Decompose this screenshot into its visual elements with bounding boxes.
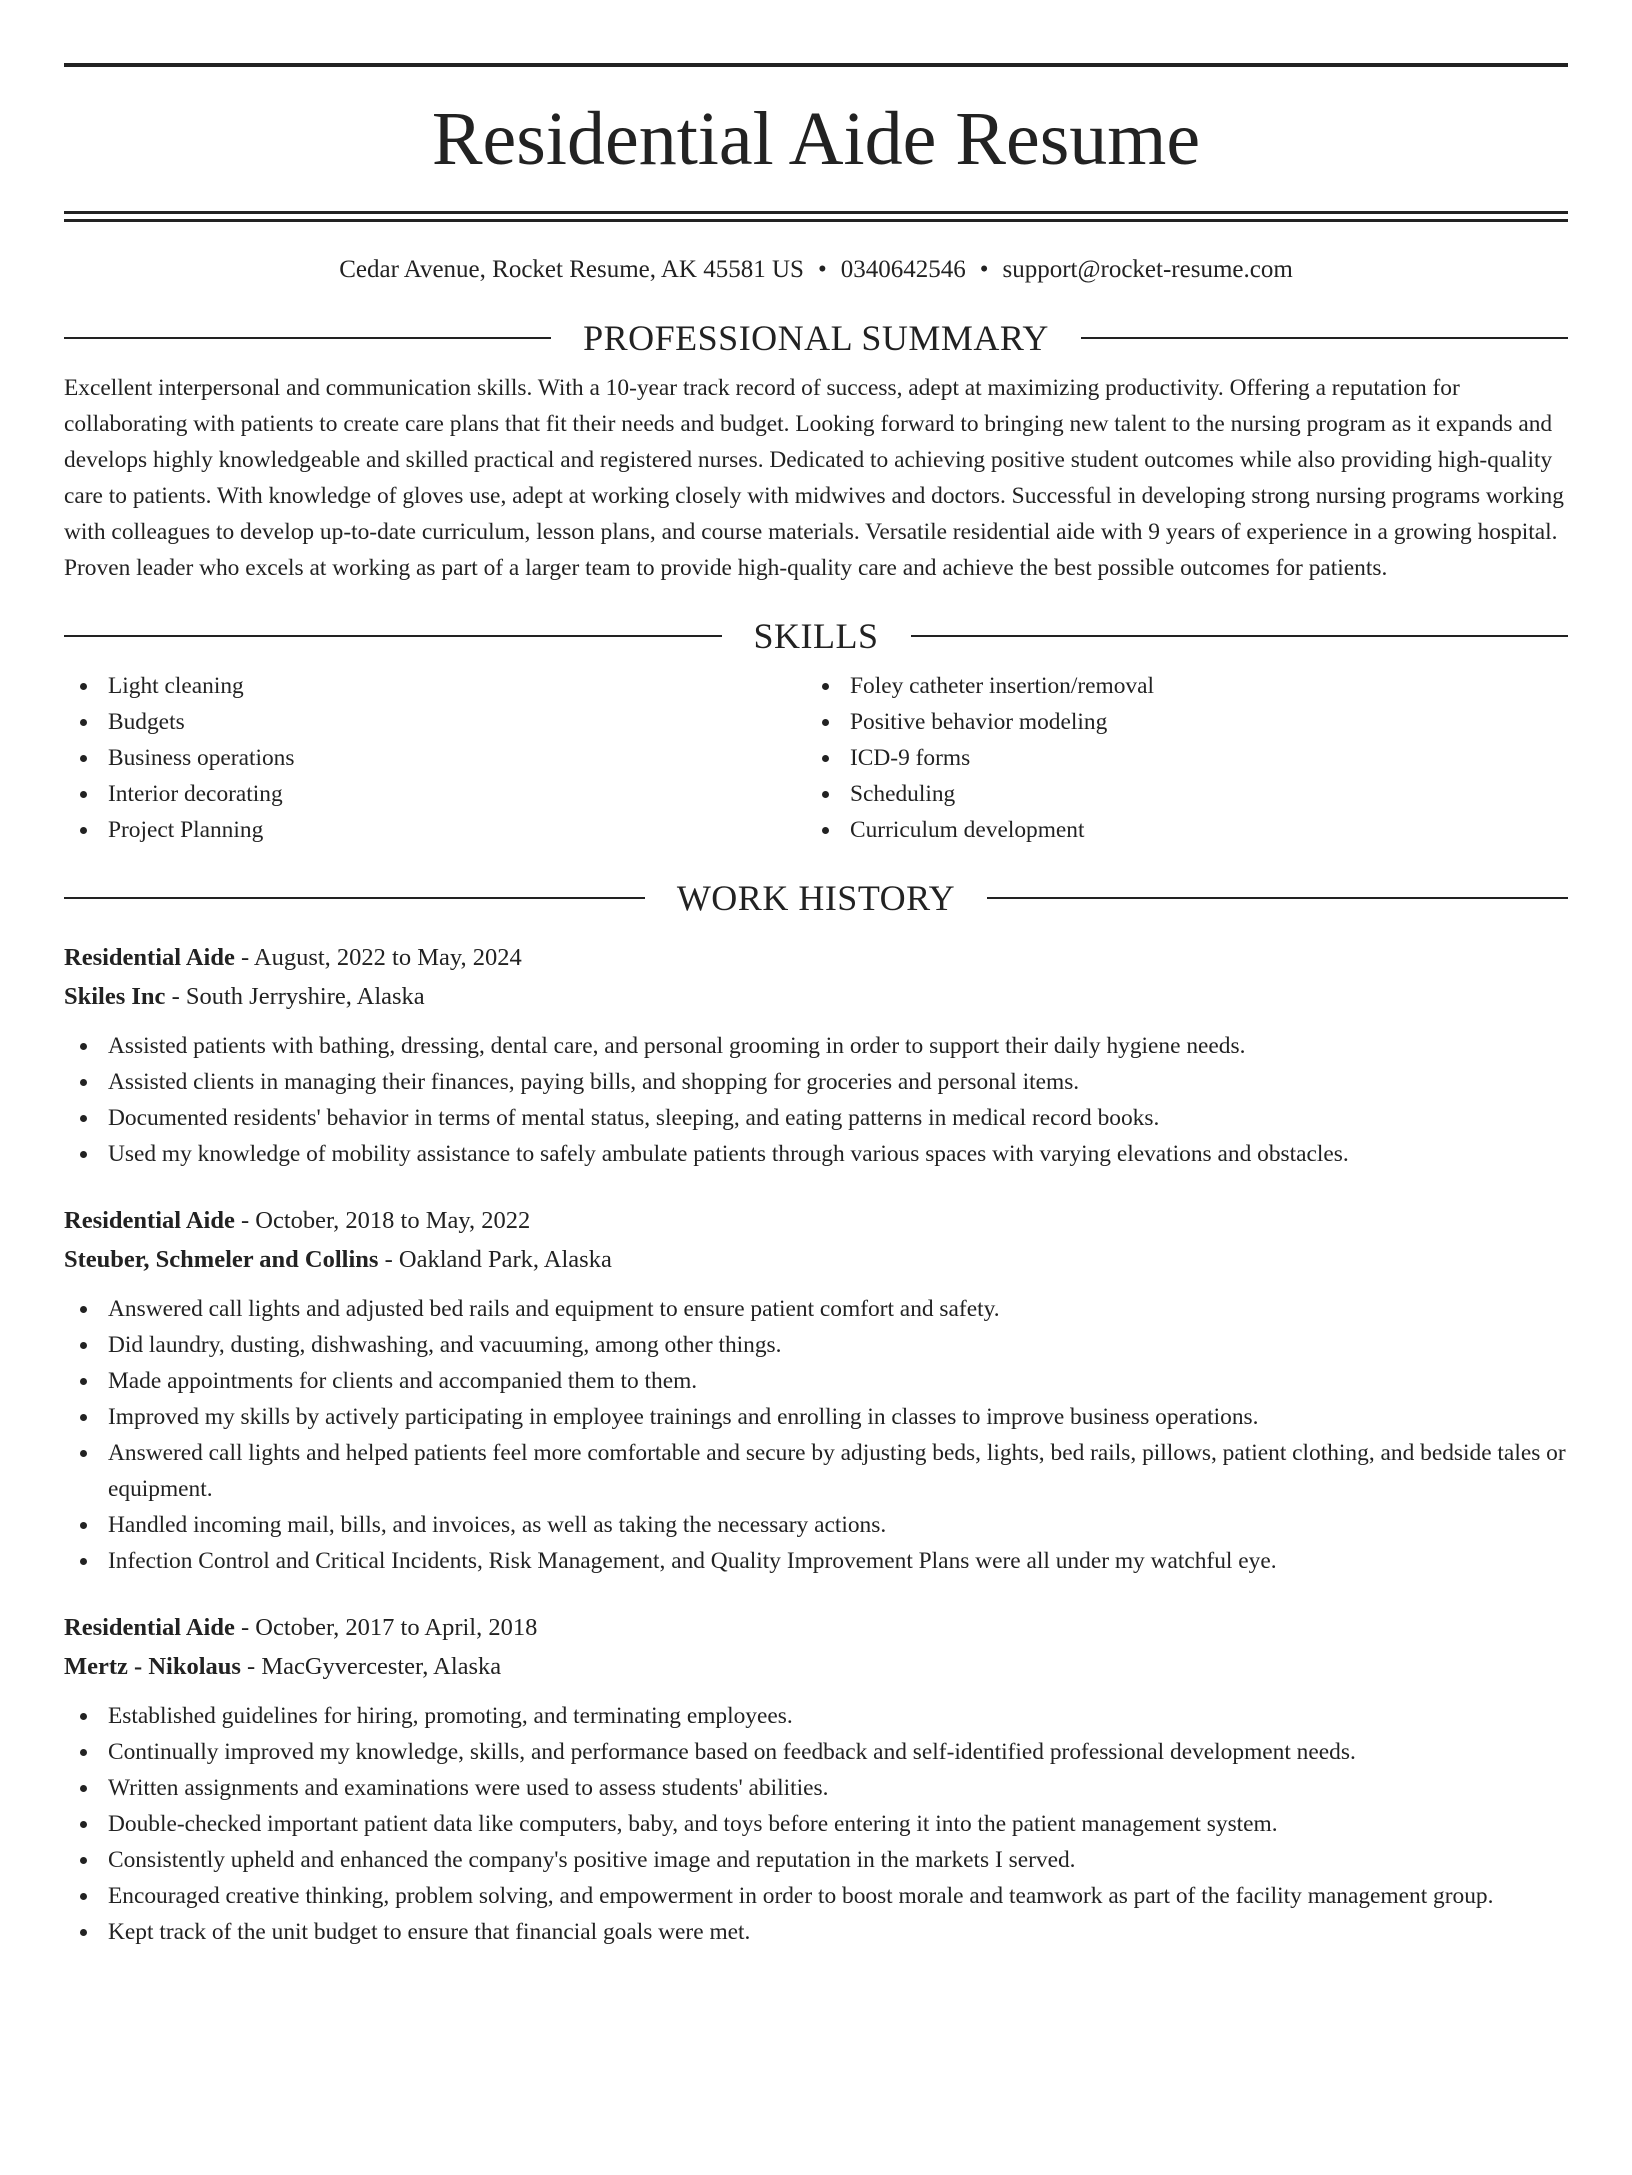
job-bullet: Consistently upheld and enhanced the company's positive image and reputation in the markets I served. bbox=[64, 1842, 1568, 1878]
skill-item: Business operations bbox=[64, 740, 806, 776]
heading-rule-right bbox=[1081, 337, 1568, 339]
job-bullet: Assisted clients in managing their finances, paying bills, and shopping for groceries and personal items. bbox=[64, 1064, 1568, 1100]
title-double-rule bbox=[64, 211, 1568, 222]
job-entry bbox=[64, 1608, 1568, 1950]
job-company-line bbox=[64, 977, 1568, 1016]
contact-line bbox=[64, 254, 1568, 286]
job-location: - South Jerryshire, Alaska bbox=[165, 983, 425, 1010]
job-bullet: Made appointments for clients and accompanied them to them. bbox=[64, 1363, 1568, 1399]
job-bullet: Established guidelines for hiring, promoting, and terminating employees. bbox=[64, 1698, 1568, 1734]
skill-item: Light cleaning bbox=[64, 668, 806, 704]
job-title: Residential Aide bbox=[64, 1614, 235, 1641]
job-bullet: Answered call lights and adjusted bed rails and equipment to ensure patient comfort and safety. bbox=[64, 1291, 1568, 1327]
skill-item: ICD-9 forms bbox=[806, 740, 1548, 776]
job-company: Steuber, Schmeler and Collins bbox=[64, 1246, 379, 1273]
job-bullet: Continually improved my knowledge, skills, and performance based on feedback and self-identified professional development needs. bbox=[64, 1734, 1568, 1770]
contact-separator: • bbox=[817, 256, 827, 283]
contact-phone: 0340642546 bbox=[840, 256, 966, 283]
job-bullet: Written assignments and examinations were used to assess students' abilities. bbox=[64, 1770, 1568, 1806]
skill-item: Interior decorating bbox=[64, 776, 806, 812]
job-bullet: Improved my skills by actively participating in employee trainings and enrolling in classes to improve business operations. bbox=[64, 1399, 1568, 1435]
job-bullet-list bbox=[64, 1028, 1568, 1172]
job-title: Residential Aide bbox=[64, 944, 235, 971]
job-location: - MacGyvercester, Alaska bbox=[240, 1653, 502, 1680]
job-title-line bbox=[64, 1201, 1568, 1240]
job-bullet: Documented residents' behavior in terms of mental status, sleeping, and eating patterns in medical record books. bbox=[64, 1100, 1568, 1136]
job-title-line bbox=[64, 938, 1568, 977]
skills-column-left bbox=[64, 668, 806, 848]
job-company-line bbox=[64, 1240, 1568, 1279]
job-dates: - October, 2017 to April, 2018 bbox=[234, 1614, 538, 1641]
job-entry bbox=[64, 938, 1568, 1172]
job-bullet: Handled incoming mail, bills, and invoices, as well as taking the necessary actions. bbox=[64, 1507, 1568, 1543]
job-bullet: Double-checked important patient data like computers, baby, and toys before entering it into the patient management system. bbox=[64, 1806, 1568, 1842]
job-dates: - October, 2018 to May, 2022 bbox=[234, 1207, 531, 1234]
job-title: Residential Aide bbox=[64, 1207, 235, 1234]
job-dates: - August, 2022 to May, 2024 bbox=[234, 944, 522, 971]
job-bullet: Assisted patients with bathing, dressing, dental care, and personal grooming in order to support their daily hygiene needs. bbox=[64, 1028, 1568, 1064]
skill-item: Foley catheter insertion/removal bbox=[806, 668, 1548, 704]
resume-page bbox=[0, 63, 1632, 2175]
contact-separator: • bbox=[979, 256, 989, 283]
job-bullet-list bbox=[64, 1698, 1568, 1950]
skills-heading bbox=[64, 614, 1568, 658]
job-location: - Oakland Park, Alaska bbox=[378, 1246, 612, 1273]
skill-item: Curriculum development bbox=[806, 812, 1548, 848]
skill-item: Positive behavior modeling bbox=[806, 704, 1548, 740]
work-history-heading-label: WORK HISTORY bbox=[676, 878, 956, 918]
heading-rule-right bbox=[911, 635, 1569, 637]
job-bullet: Kept track of the unit budget to ensure that financial goals were met. bbox=[64, 1914, 1568, 1950]
contact-email: support@rocket-resume.com bbox=[1002, 256, 1293, 283]
job-entry bbox=[64, 1201, 1568, 1579]
skill-item: Project Planning bbox=[64, 812, 806, 848]
skills-list bbox=[64, 668, 1568, 848]
resume-title: Residential Aide Resume bbox=[431, 97, 1201, 181]
skills-column-right bbox=[806, 668, 1548, 848]
job-bullet: Answered call lights and helped patients feel more comfortable and secure by adjusting beds, lights, bed rails, pillows, patient clothing, and bedside tales or equipment. bbox=[64, 1435, 1568, 1507]
job-bullet: Infection Control and Critical Incidents, Risk Management, and Quality Improvement Plans were all under my watchful eye. bbox=[64, 1543, 1568, 1579]
heading-rule-left bbox=[64, 897, 645, 899]
skill-item: Scheduling bbox=[806, 776, 1548, 812]
summary-heading-label: PROFESSIONAL SUMMARY bbox=[583, 318, 1049, 358]
heading-rule-left bbox=[64, 337, 551, 339]
skill-item: Budgets bbox=[64, 704, 806, 740]
heading-rule-right bbox=[987, 897, 1568, 899]
job-company-line bbox=[64, 1647, 1568, 1686]
job-bullet: Used my knowledge of mobility assistance to safely ambulate patients through various spaces with varying elevations and obstacles. bbox=[64, 1136, 1568, 1172]
summary-heading bbox=[64, 316, 1568, 360]
contact-address: Cedar Avenue, Rocket Resume, AK 45581 US bbox=[339, 256, 804, 283]
job-title-line bbox=[64, 1608, 1568, 1647]
job-bullet-list bbox=[64, 1291, 1568, 1579]
top-rule bbox=[64, 63, 1568, 67]
skills-heading-label: SKILLS bbox=[753, 616, 879, 656]
summary-text: Excellent interpersonal and communication skills. With a 10-year track record of success, adept at maximizing productivity. Offering a reputation for collaborating with patients to create care plans that fit their needs and budget. Looking forward to bringing new talent to the nursing program as it expands and develops highly knowledgeable and skilled practical and registered nurses. Dedicated to achieving positive student outcomes while also providing high-quality care to patients. With knowledge of gloves use, adept at working closely with midwives and doctors. Successful in developing strong nursing programs working with colleagues to develop up-to-date curriculum, lesson plans, and course materials. Versatile residential aide with 9 years of experience in a growing hospital. Proven leader who excels at working as part of a larger team to provide high-quality care and achieve the best possible outcomes for patients. bbox=[64, 375, 1564, 581]
job-bullet: Did laundry, dusting, dishwashing, and vacuuming, among other things. bbox=[64, 1327, 1568, 1363]
job-company: Skiles Inc bbox=[64, 983, 166, 1010]
work-history-heading bbox=[64, 876, 1568, 920]
job-company: Mertz - Nikolaus bbox=[64, 1653, 241, 1680]
job-bullet: Encouraged creative thinking, problem solving, and empowerment in order to boost morale and teamwork as part of the facility management group. bbox=[64, 1878, 1568, 1914]
heading-rule-left bbox=[64, 635, 722, 637]
